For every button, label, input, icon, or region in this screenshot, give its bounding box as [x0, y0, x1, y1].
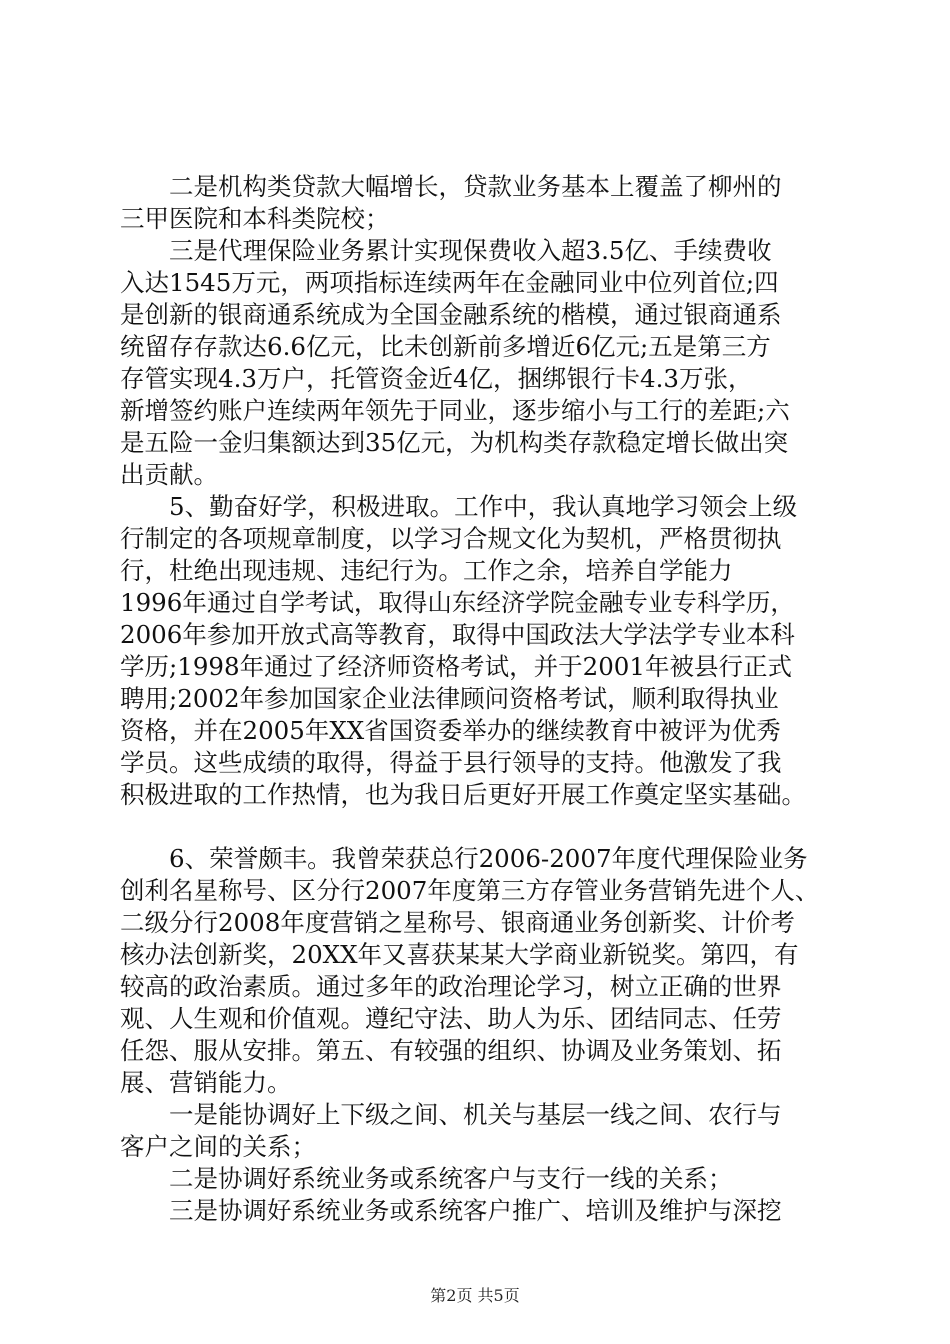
paragraph-insurance-agency: 三是代理保险业务累计实现保费收入超3.5亿、手续费收 入达1545万元，两项指标连续两年在金融同业中位列首位;四 是创新的银商通系统成为全国金融系统的楷模，通过银商通系 统留存存款达6.6亿元，比未创新前多增近6亿元;五是第三方 存管实现4.3万户，托管资金近4亿，捆绑银行卡4.3万张， 新增签约账户连续两年领先于同业，逐步缩小与工行的差距;六 是五险一金归集额达到35亿元，为机构类存款稳定增长做出突 出贡献。 — [120, 236, 790, 489]
page-number-footer: 第2页 共5页 — [430, 1286, 520, 1305]
document-body — [120, 171, 840, 1227]
paragraph-coordination-three: 三是协调好系统业务或系统客户推广、培训及维护与深挖 — [169, 1196, 782, 1225]
paragraph-honors: 6、荣誉颇丰。我曾荣获总行2006-2007年度代理保险业务 创利名星称号、区分行2007年度第三方存管业务营销先进个人、 二级分行2008年度营销之星称号、银商通业务创新奖、计价考 核办法创新奖，20XX年又喜获某某大学商业新锐奖。第四，有 较高的政治素质。通过多年的政治理论学习，树立正确的世界 观、人生观和价值观。遵纪守法、助人为乐、团结同志、任劳 任怨、服从安排。第五、有较强的组织、协调及业务策划、拓 展、营销能力。 — [120, 844, 820, 1097]
paragraph-institution-loans: 二是机构类贷款大幅增长，贷款业务基本上覆盖了柳州的 三甲医院和本科类院校； — [120, 172, 782, 233]
paragraph-diligent-study: 5、勤奋好学，积极进取。工作中，我认真地学习领会上级 行制定的各项规章制度，以学习合规文化为契机，严格贯彻执 行，杜绝出现违规、违纪行为。工作之余，培养自学能力 1996年通过自学考试，取得山东经济学院金融专业专科学历， 2006年参加开放式高等教育，取得中国政法大学法学专业本科 学历;1998年通过了经济师资格考试，并于2001年被县行正式 聘用;2002年参加国家企业法律顾问资格考试，顺利取得执业 资格，并在2005年XX省国资委举办的继续教育中被评为优秀 学员。这些成绩的取得，得益于县行领导的支持。他激发了我 积极进取的工作热情，也为我日后更好开展工作奠定坚实基础。 — [120, 492, 806, 809]
paragraph-coordination-two: 二是协调好系统业务或系统客户与支行一线的关系； — [169, 1164, 733, 1193]
paragraph-coordination-one: 一是能协调好上下级之间、机关与基层一线之间、农行与 客户之间的关系； — [120, 1100, 782, 1161]
